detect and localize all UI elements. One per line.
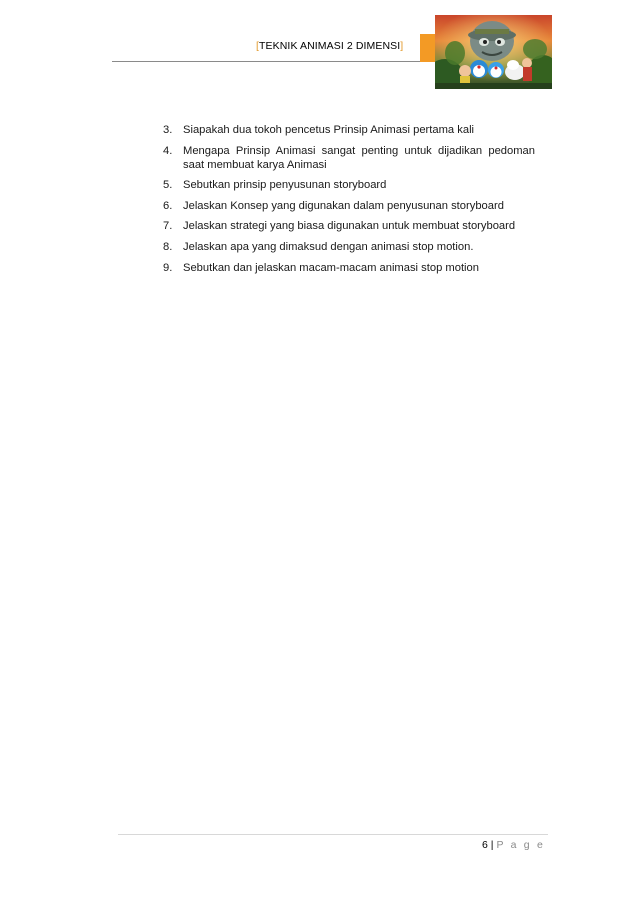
header-title-text: TEKNIK ANIMASI 2 DIMENSI <box>259 40 401 52</box>
question-number: 9. <box>163 261 173 274</box>
header-bracket-close: ] <box>400 40 404 52</box>
page-label: P a g e <box>496 839 545 851</box>
list-item-question-6 <box>163 199 535 213</box>
question-text: Sebutkan dan jelaskan macam-macam animasi stop motion <box>183 261 479 274</box>
doraemon-movie-poster-image <box>435 15 552 89</box>
list-item-question-7 <box>163 219 535 233</box>
question-text: Siapakah dua tokoh pencetus Prinsip Animasi pertama kali <box>183 124 475 136</box>
question-number: 7. <box>163 220 173 233</box>
page-footer <box>482 839 545 851</box>
list-item-question-3 <box>163 123 535 137</box>
question-list <box>163 123 535 281</box>
question-text: Mengapa Prinsip Animasi sangat penting untuk dijadikan pedoman saat membuat karya Animasi <box>183 144 535 171</box>
list-item-question-4 <box>163 144 535 172</box>
question-number: 6. <box>163 199 173 212</box>
page-number: 6 <box>481 839 488 851</box>
question-number: 5. <box>163 179 173 192</box>
header-title <box>256 40 403 52</box>
question-text: Sebutkan prinsip penyusunan storyboard <box>183 179 387 192</box>
question-number: 4. <box>163 144 173 157</box>
question-number: 8. <box>163 240 173 253</box>
question-number: 3. <box>163 124 173 136</box>
list-item-question-5 <box>163 178 535 192</box>
header-bracket-open: [ <box>256 40 260 52</box>
list-item-question-8 <box>163 240 535 254</box>
question-text: Jelaskan Konsep yang digunakan dalam penyusunan storyboard <box>183 199 504 212</box>
footer-rule <box>118 834 548 835</box>
list-item-question-9 <box>163 261 535 275</box>
question-text: Jelaskan strategi yang biasa digunakan untuk membuat storyboard <box>183 220 516 233</box>
question-text: Jelaskan apa yang dimaksud dengan animasi stop motion. <box>183 240 474 253</box>
footer-separator: | <box>490 839 494 851</box>
